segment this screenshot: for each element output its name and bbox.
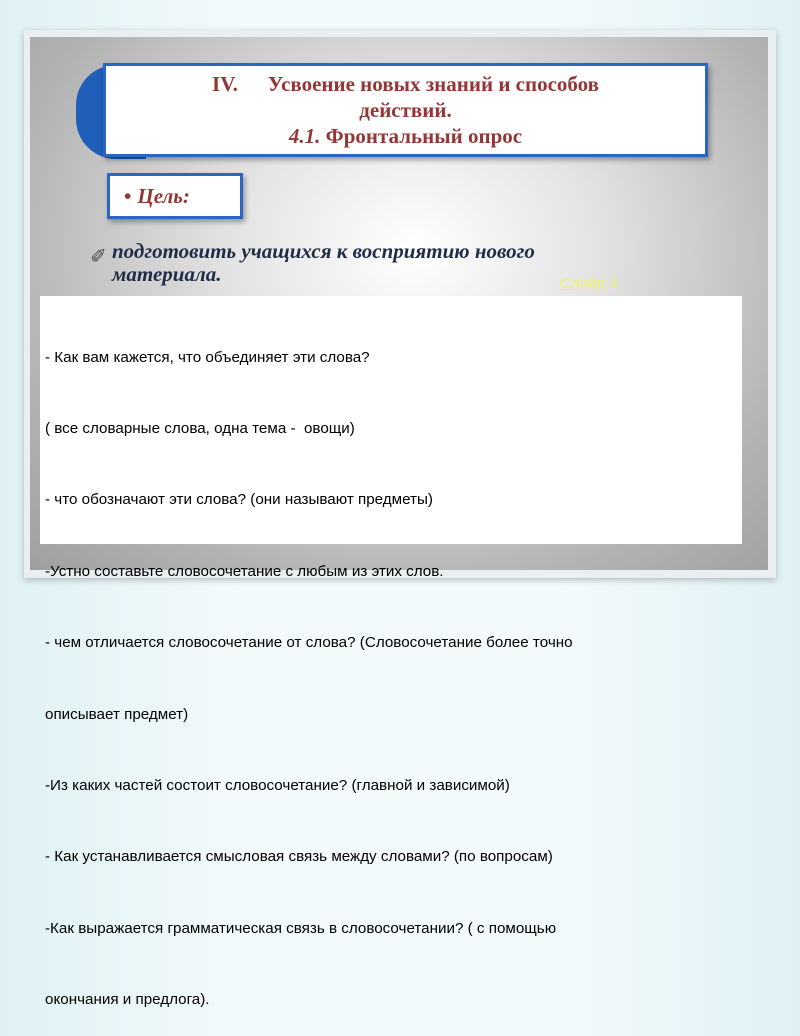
title-box	[103, 63, 708, 157]
objective-line-2: материала.	[112, 262, 222, 286]
goal-label: Цель:	[137, 183, 190, 208]
question-line: окончания и предлога).	[45, 991, 210, 1009]
question-line: ( все словарные слова, одна тема - овощи)	[45, 419, 355, 437]
checkmark-pencil-icon: ✐	[90, 246, 107, 268]
question-line: -Как выражается грамматическая связь в словосочетании? ( с помощью	[45, 919, 557, 937]
question-line: - чем отличается словосочетание от слова? (Словосочетание более точно	[45, 634, 573, 652]
objective-line-1: подготовить учащихся к восприятию нового	[112, 239, 535, 263]
goal-bullet: •	[124, 183, 132, 208]
questions-list	[45, 298, 745, 1036]
question-line: -Устно составьте словосочетание с любым из этих слов.	[45, 562, 444, 580]
title-line-1	[212, 71, 599, 97]
title-line-2: действий.	[359, 98, 452, 122]
subtitle-number: 4.1.	[288, 124, 321, 148]
goal-box	[107, 173, 243, 219]
question-line: - Как устанавливается смысловая связь между словами? (по вопросам)	[45, 848, 553, 866]
question-line: -Из каких частей состоит словосочетание? (главной и зависимой)	[45, 776, 510, 794]
slide-3-link[interactable]: Слайд 3	[560, 275, 618, 292]
title-numeral: IV.	[212, 72, 238, 96]
title-text: Усвоение новых знаний и способов	[267, 72, 599, 96]
question-line: описывает предмет)	[45, 705, 189, 723]
question-line: - что обозначают эти слова? (они называют предметы)	[45, 491, 433, 509]
subtitle-text: Фронтальный опрос	[325, 124, 523, 148]
question-line: - Как вам кажется, что объединяет эти слова?	[45, 348, 370, 366]
subtitle	[289, 123, 522, 149]
